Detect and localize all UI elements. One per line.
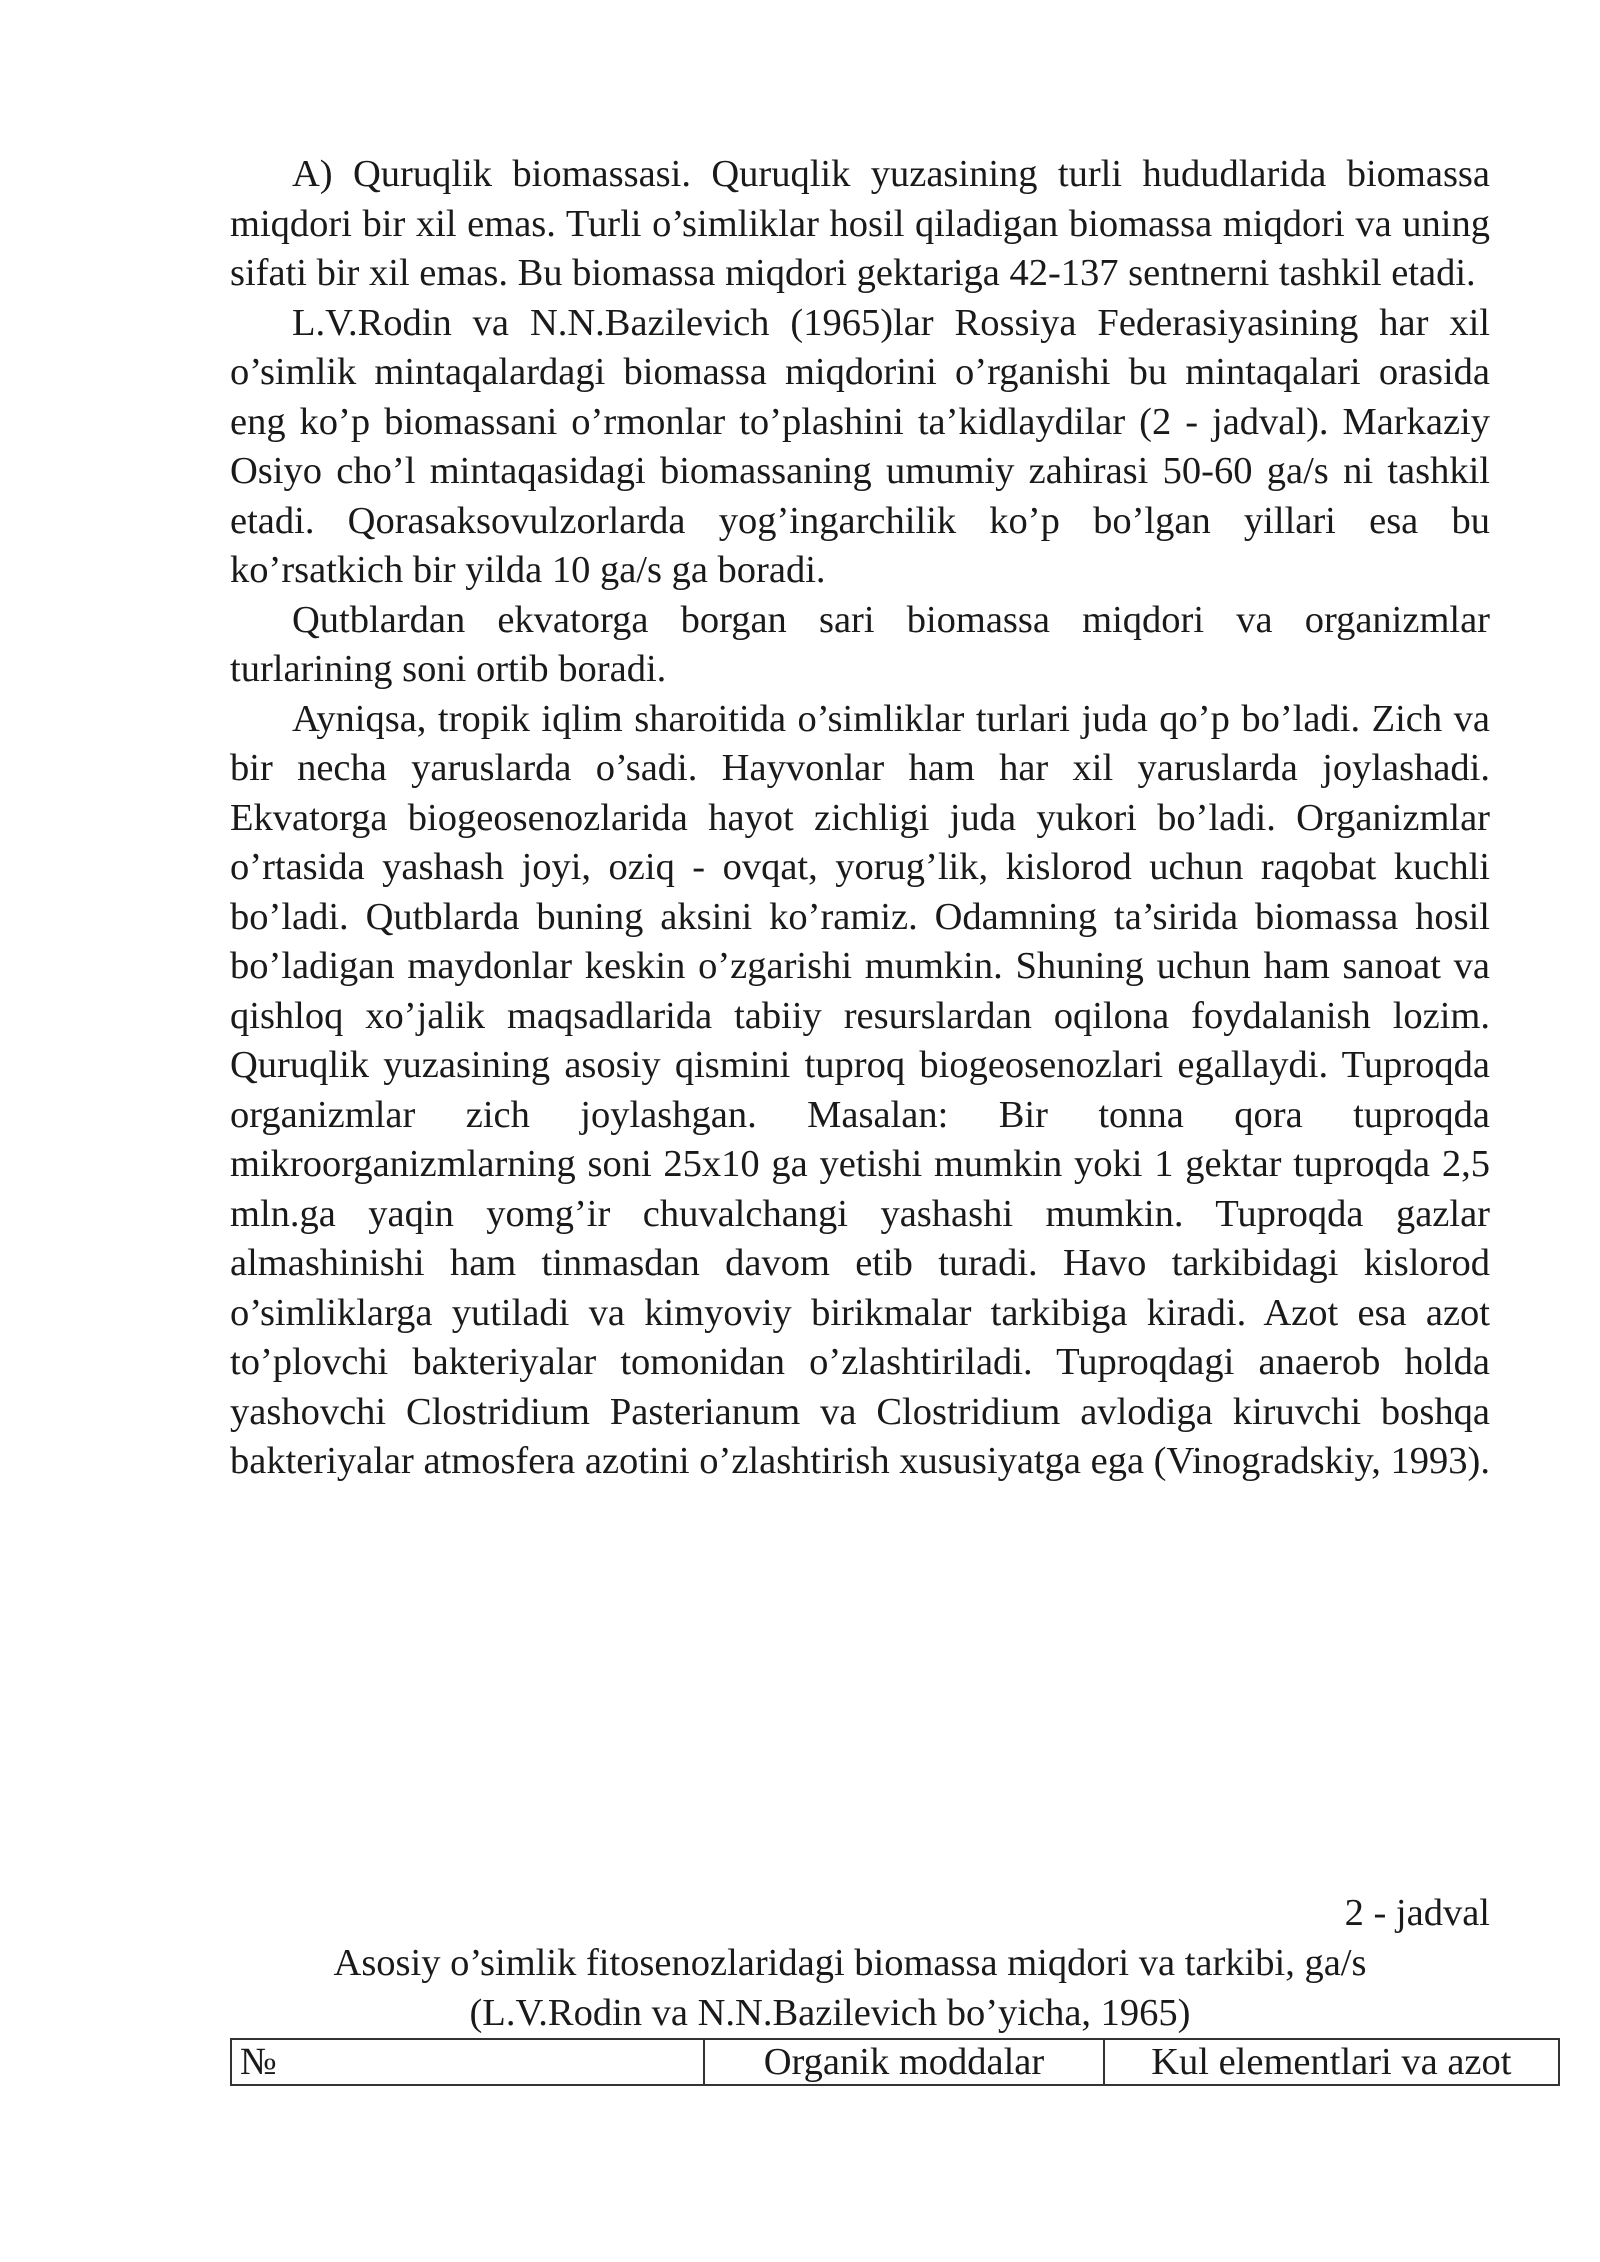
document-body	[230, 150, 1490, 1487]
paragraph-land-biomass: A) Quruqlik biomassasi. Quruqlik yuzasining turli hududlarida biomassa miqdori bir xil emas. Turli o’simliklar hosil qiladigan biomassa miqdori va uning sifati bir xil emas. Bu biomassa miqdori gektariga 42-137 sentnerni tashkil etadi.	[230, 153, 1490, 294]
table-number: 2 - jadval	[1344, 1892, 1490, 1934]
table-header-row	[231, 2039, 1559, 2085]
table-title-line1: Asosiy o’simlik fitosenozlaridagi biomassa miqdori va tarkibi, ga/s	[333, 1942, 1367, 1984]
table-title	[230, 1938, 1490, 2038]
table-caption	[230, 1888, 1490, 2038]
paragraph-rodin-bazilevich: L.V.Rodin va N.N.Bazilevich (1965)lar Rossiya Federasiyasining har xil o’simlik mintaqalardagi biomassa miqdorini o’rganishi bu mintaqalari orasida eng ko’p biomassani o’rmonlar to’plashini ta’kidlaydilar (2 - jadval). Markaziy Osiyo cho’l mintaqasidagi biomassaning umumiy zahirasi 50-60 ga/s ni tashkil etadi. Qorasaksovulzorlarda yog’ingarchilik ko’p bo’lgan yillari esa bu ko’rsatkich bir yilda 10 ga/s ga boradi.	[230, 301, 1490, 591]
paragraph-poles-equator: Qutblardan ekvatorga borgan sari biomassa miqdori va organizmlar turlarining soni ortib boradi.	[230, 598, 1490, 690]
table-title-line2: (L.V.Rodin va N.N.Bazilevich bo’yicha, 1965)	[469, 1992, 1191, 2034]
paragraph-tropical-climate: Ayniqsa, tropik iqlim sharoitida o’simliklar turlari juda qo’p bo’ladi. Zich va bir necha yaruslarda o’sadi. Hayvonlar ham har xil yaruslarda joylashadi. Ekvatorga biogeosenozlarida hayot zichligi juda yukori bo’ladi. Organizmlar o’rtasida yashash joyi, oziq - ovqat, yorug’lik, kislorod uchun raqobat kuchli bo’ladi. Qutblarda buning aksini ko’ramiz. Odamning ta’sirida biomassa hosil bo’ladigan maydonlar keskin o’zgarishi mumkin. Shuning uchun ham sanoat va qishloq xo’jalik maqsadlarida tabiiy resurslardan oqilona foydalanish lozim. Quruqlik yuzasining asosiy qismini tuproq biogeosenozlari egallaydi. Tuproqda organizmlar zich joylashgan. Masalan: Bir tonna qora tuproqda mikroorganizmlarning soni 25x10 ga yetishi mumkin yoki 1 gektar tuproqda 2,5 mln.ga yaqin yomg’ir chuvalchangi yashashi mumkin. Tuproqda gazlar almashinishi ham tinmasdan davom etib turadi. Havo tarkibidagi kislorod o’simliklarga yutiladi va kimyoviy birikmalar tarkibiga kiradi. Azot esa azot to’plovchi bakteriyalar tomonidan o’zlashtiriladi. Tuproqdagi anaerob holda yashovchi Clostridium Pasterianum va Clostridium avlodiga kiruvchi boshqa bakteriyalar atmosfera azotini o’zlashtirish xususiyatga ega (Vinogradskiy, 1993).	[230, 697, 1490, 1482]
header-organic-matter: Organik moddalar	[704, 2039, 1103, 2085]
header-number: №	[231, 2039, 704, 2085]
header-ash-elements: Kul elementlari va azot	[1104, 2039, 1559, 2085]
biomass-table	[230, 2038, 1560, 2086]
